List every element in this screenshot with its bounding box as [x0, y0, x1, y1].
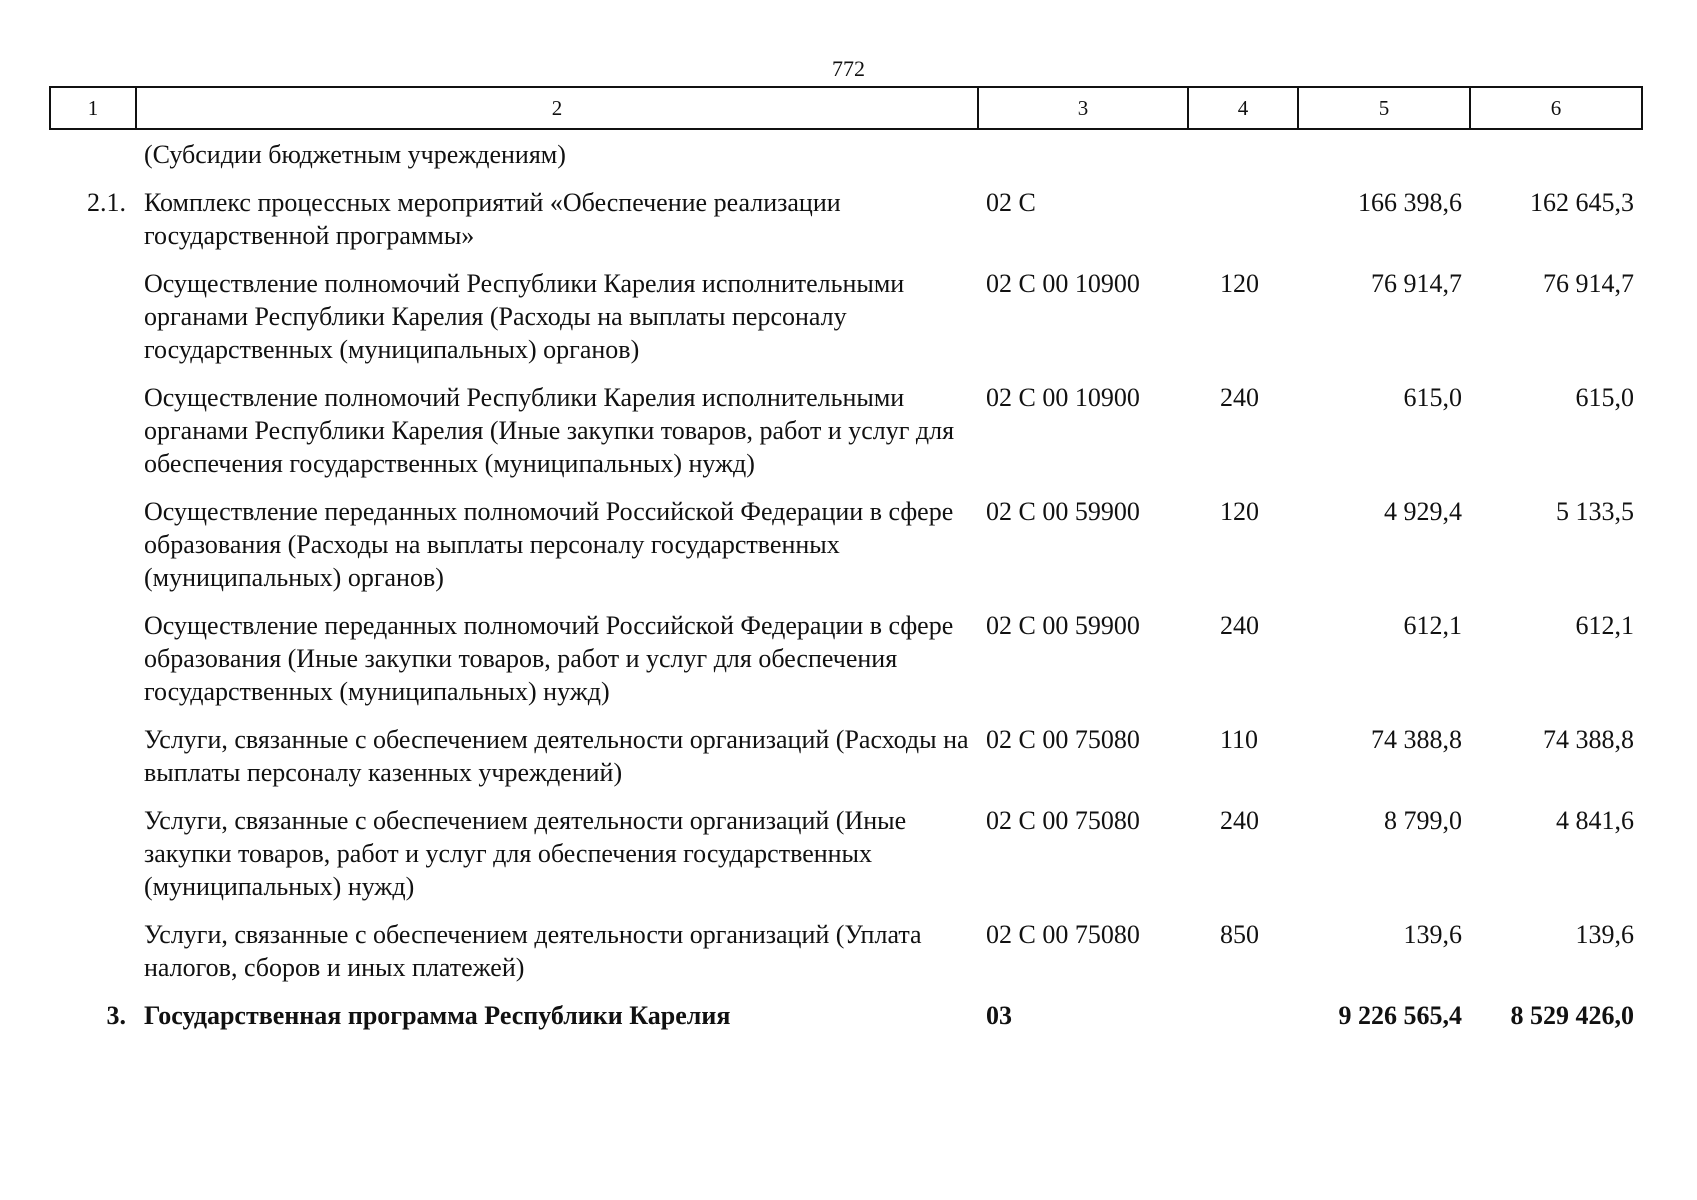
row-name: Услуги, связанные с обеспечением деятельности организаций (Расходы на выплаты персоналу казенных учреждений) — [144, 725, 969, 787]
row-expense-type: 120 — [1220, 269, 1259, 298]
row-target-code: 02 С — [986, 188, 1036, 217]
row-target-code: 02 С 00 75080 — [986, 806, 1140, 835]
row-amount-year-1: 9 226 565,4 — [1338, 1001, 1462, 1030]
row-number: 2.1. — [87, 188, 126, 217]
row-expense-type: 240 — [1220, 383, 1259, 412]
row-expense-type: 850 — [1220, 920, 1259, 949]
row-number: 3. — [106, 1001, 126, 1030]
table-row — [50, 129, 1642, 186]
row-number — [50, 129, 136, 186]
row-target-code: 03 — [986, 1001, 1012, 1030]
row-amount-year-2: 4 841,6 — [1556, 806, 1634, 835]
row-target-code: 02 С 00 59900 — [986, 611, 1140, 640]
column-header-6: 6 — [1470, 87, 1642, 129]
budget-table — [49, 86, 1641, 1047]
row-target-code — [978, 129, 1188, 186]
row-amount-year-1: 4 929,4 — [1384, 497, 1462, 526]
table-row — [50, 381, 1642, 495]
row-target-code: 02 С 00 59900 — [986, 497, 1140, 526]
row-expense-type — [1188, 999, 1298, 1047]
row-target-code: 02 С 00 75080 — [986, 920, 1140, 949]
row-amount-year-2: 139,6 — [1575, 920, 1634, 949]
row-number — [50, 918, 136, 999]
row-expense-type — [1188, 129, 1298, 186]
row-amount-year-2: 615,0 — [1575, 383, 1634, 412]
row-target-code: 02 С 00 75080 — [986, 725, 1140, 754]
row-target-code: 02 С 00 10900 — [986, 383, 1140, 412]
row-number — [50, 609, 136, 723]
row-expense-type: 240 — [1220, 806, 1259, 835]
row-amount-year-2: 162 645,3 — [1530, 188, 1634, 217]
row-name: Государственная программа Республики Карелия — [144, 1001, 731, 1030]
column-header-5: 5 — [1298, 87, 1470, 129]
table-row — [50, 495, 1642, 609]
table-row — [50, 918, 1642, 999]
row-name: Осуществление полномочий Республики Карелия исполнительными органами Республики Карелия (Расходы на выплаты персоналу государственных (муниципальных) органов) — [144, 269, 905, 364]
row-name: (Субсидии бюджетным учреждениям) — [144, 140, 566, 169]
table-row — [50, 999, 1642, 1047]
row-number — [50, 804, 136, 918]
row-number — [50, 495, 136, 609]
row-amount-year-2: 5 133,5 — [1556, 497, 1634, 526]
row-amount-year-1 — [1298, 129, 1470, 186]
column-header-2: 2 — [136, 87, 978, 129]
column-number-header — [50, 87, 1642, 129]
row-amount-year-1: 76 914,7 — [1371, 269, 1462, 298]
table-body — [50, 129, 1642, 1047]
page-number: 772 — [832, 56, 865, 81]
row-amount-year-1: 166 398,6 — [1358, 188, 1462, 217]
table-row — [50, 267, 1642, 381]
row-number — [50, 381, 136, 495]
row-name: Комплекс процессных мероприятий «Обеспечение реализации государственной программы» — [144, 188, 841, 250]
table-row — [50, 609, 1642, 723]
row-expense-type: 110 — [1220, 725, 1259, 754]
row-amount-year-1: 612,1 — [1403, 611, 1462, 640]
row-amount-year-1: 615,0 — [1403, 383, 1462, 412]
row-name: Услуги, связанные с обеспечением деятельности организаций (Уплата налогов, сборов и иных платежей) — [144, 920, 922, 982]
row-amount-year-1: 74 388,8 — [1371, 725, 1462, 754]
row-amount-year-2: 8 529 426,0 — [1510, 1001, 1634, 1030]
row-expense-type: 120 — [1220, 497, 1259, 526]
row-name: Осуществление полномочий Республики Карелия исполнительными органами Республики Карелия (Иные закупки товаров, работ и услуг для обеспечения государственных (муниципальных) нужд) — [144, 383, 955, 478]
column-header-4: 4 — [1188, 87, 1298, 129]
table-row — [50, 804, 1642, 918]
column-header-3: 3 — [978, 87, 1188, 129]
row-amount-year-1: 8 799,0 — [1384, 806, 1462, 835]
row-amount-year-1: 139,6 — [1403, 920, 1462, 949]
row-expense-type: 240 — [1220, 611, 1259, 640]
row-number — [50, 267, 136, 381]
row-name: Услуги, связанные с обеспечением деятельности организаций (Иные закупки товаров, работ и услуг для обеспечения государственных (муниципальных) нужд) — [144, 806, 907, 901]
column-header-1: 1 — [50, 87, 136, 129]
row-amount-year-2: 74 388,8 — [1543, 725, 1634, 754]
row-expense-type — [1188, 186, 1298, 267]
row-number — [50, 723, 136, 804]
row-name: Осуществление переданных полномочий Российской Федерации в сфере образования (Иные закупки товаров, работ и услуг для обеспечения государственных (муниципальных) нужд) — [144, 611, 954, 706]
table-row — [50, 186, 1642, 267]
row-name: Осуществление переданных полномочий Российской Федерации в сфере образования (Расходы на выплаты персоналу государственных (муниципальных) органов) — [144, 497, 954, 592]
table-row — [50, 723, 1642, 804]
row-amount-year-2: 612,1 — [1575, 611, 1634, 640]
row-amount-year-2: 76 914,7 — [1543, 269, 1634, 298]
row-target-code: 02 С 00 10900 — [986, 269, 1140, 298]
row-amount-year-2 — [1470, 129, 1642, 186]
